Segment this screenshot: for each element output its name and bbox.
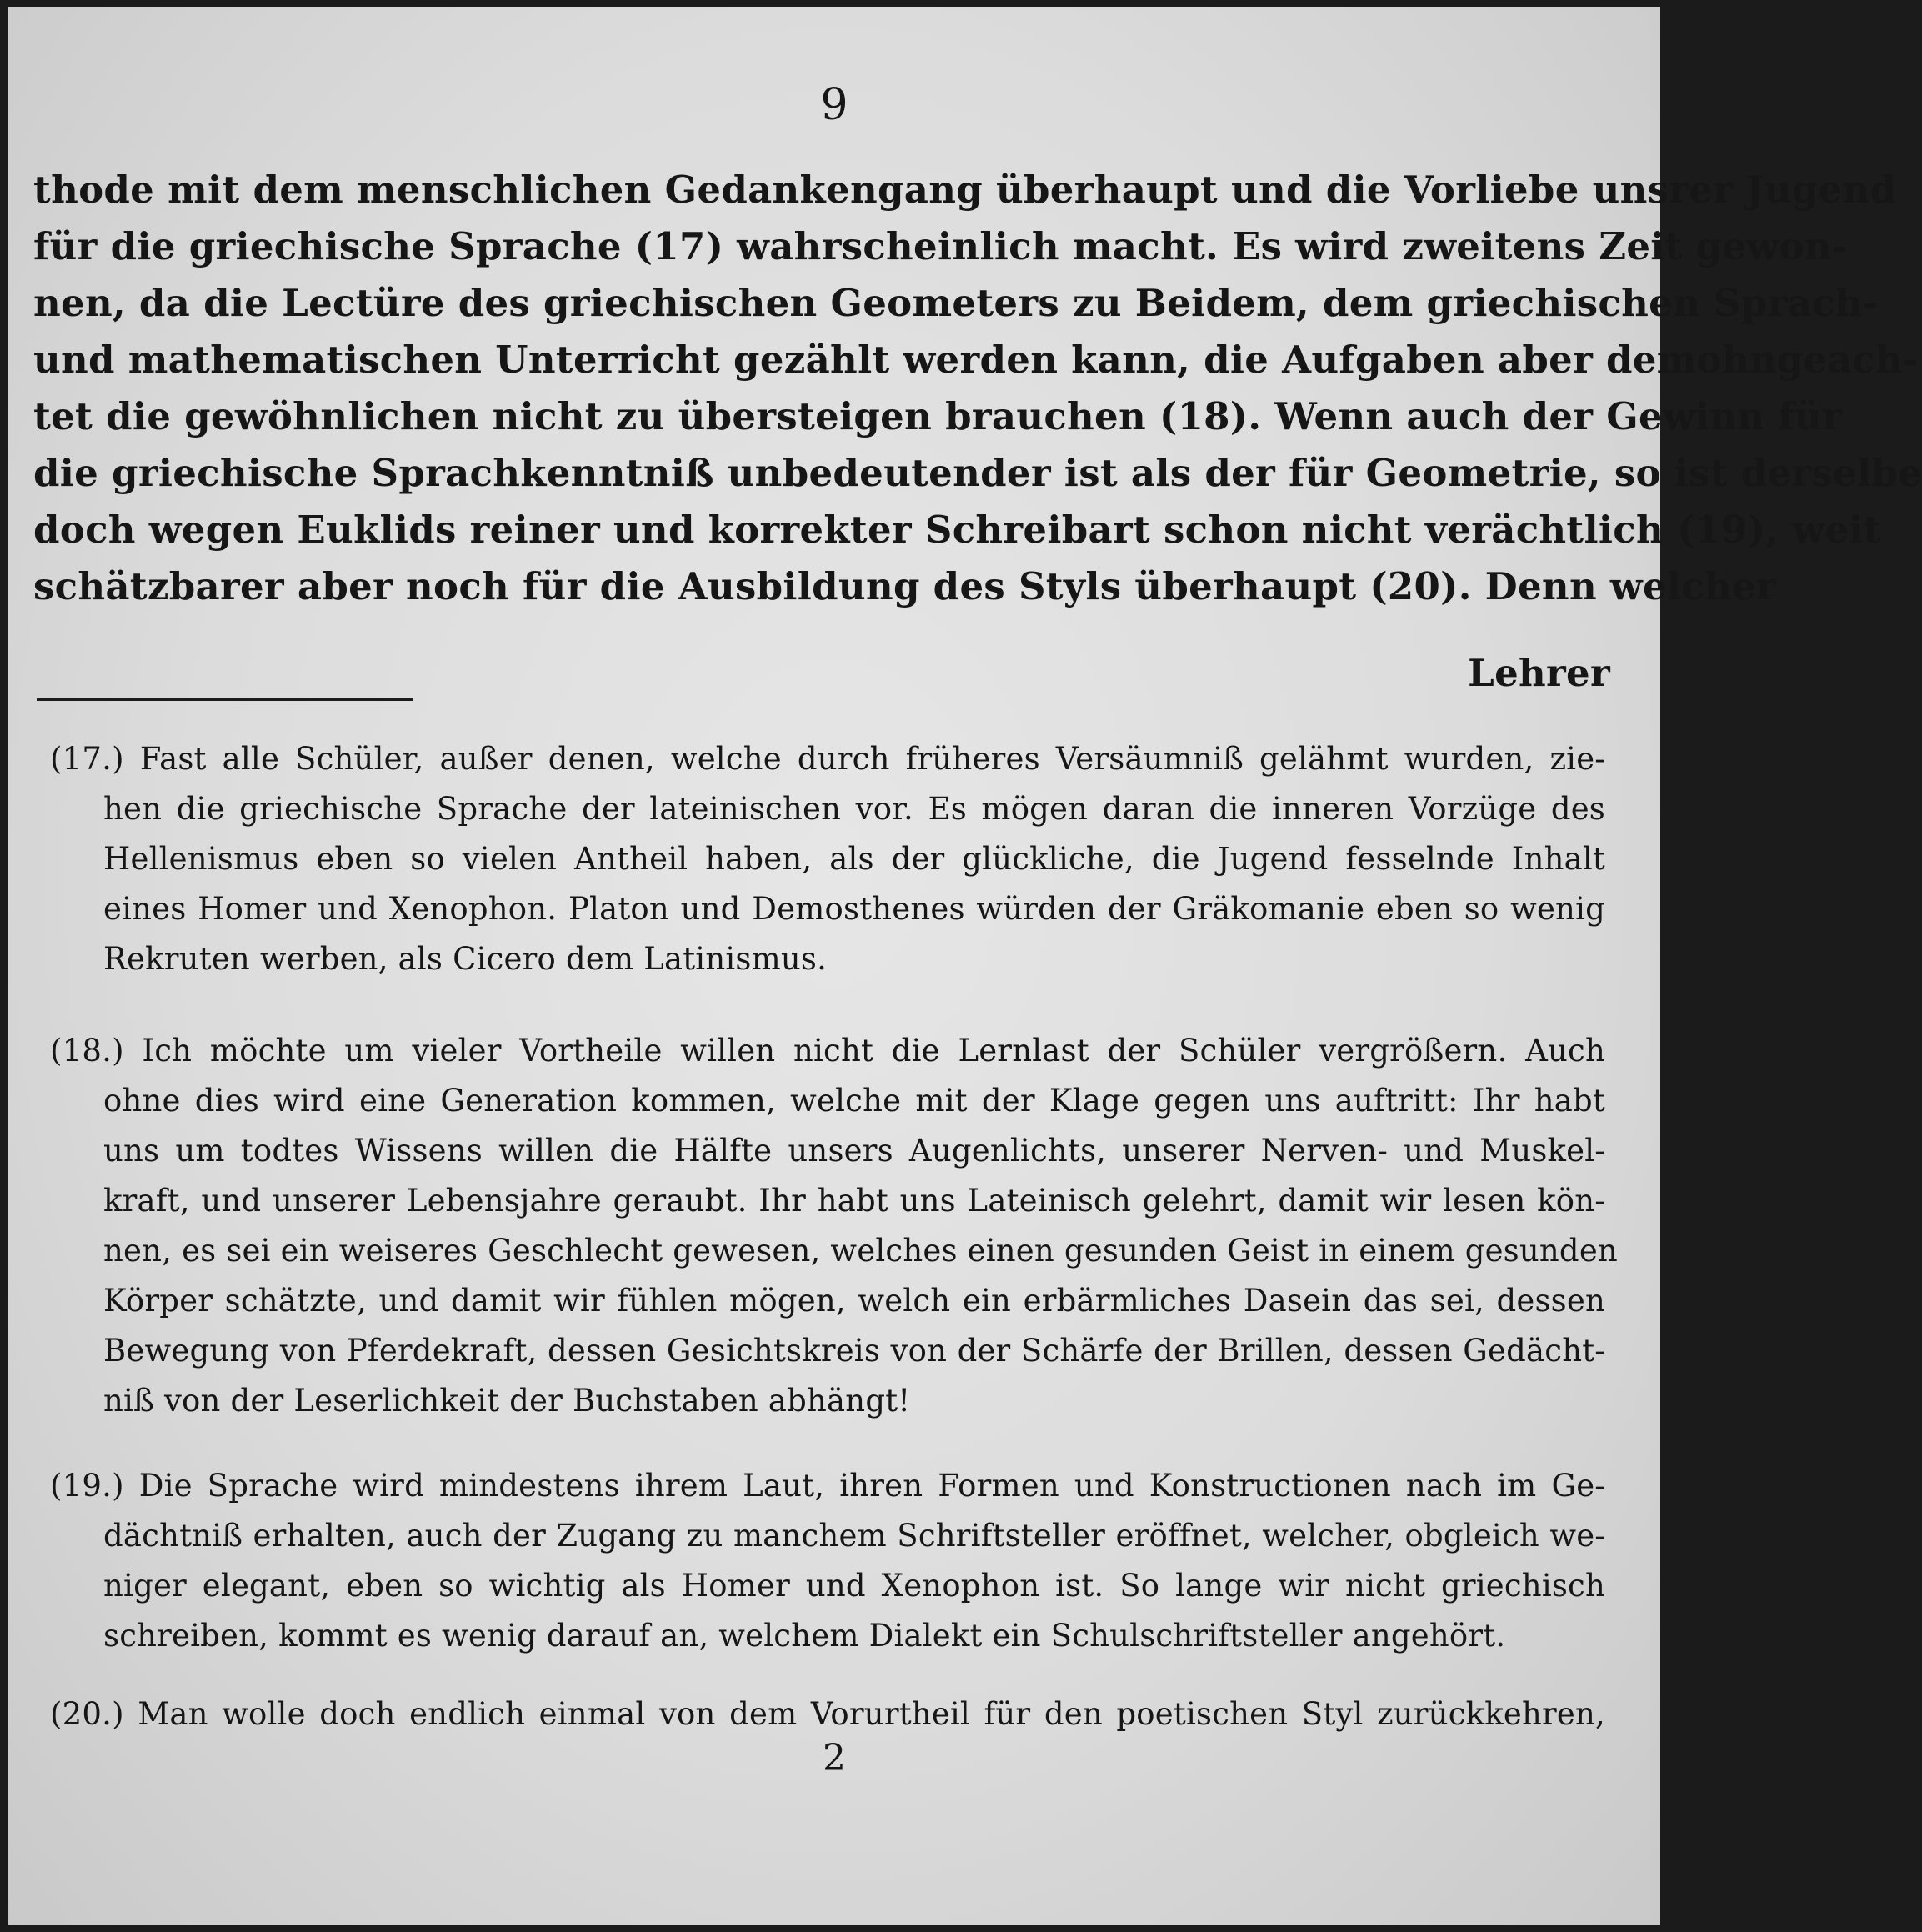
page-number: 9 <box>820 80 848 130</box>
footnote-line: eines Homer und Xenophon. Platon und Demosthenes würden der Gräkomanie eben so wenig <box>103 891 1605 927</box>
book-page <box>8 7 1922 1925</box>
footnote-label: (20.) <box>50 1696 124 1732</box>
footnote-text: Man wolle doch endlich einmal von dem Vorurtheil für den poetischen Styl zurückkehren, <box>138 1696 1605 1732</box>
footnote-line: Hellenismus eben so vielen Antheil haben, als der glückliche, die Jugend fesselnde Inhalt <box>103 841 1605 877</box>
footnote-line <box>50 1030 1605 1072</box>
footnote-line <box>50 1694 1605 1735</box>
footnote-line <box>50 1465 1605 1507</box>
main-text-line: tet die gewöhnlichen nicht zu übersteigen brauchen (18). Wenn auch der Gewinn für <box>33 394 1843 438</box>
footnote-line: kraft, und unserer Lebensjahre geraubt. Ihr habt uns Lateinisch gelehrt, damit wir lesen kön- <box>103 1183 1605 1219</box>
footnote-line: schreiben, kommt es wenig darauf an, welchem Dialekt ein Schulschriftsteller angehört. <box>103 1618 1506 1654</box>
main-text-line: die griechische Sprachkenntniß unbedeutender ist als der für Geometrie, so ist derselbe <box>33 451 1922 495</box>
footnote-text: Fast alle Schüler, außer denen, welche durch früheres Versäumniß gelähmt wurden, zie- <box>139 741 1605 777</box>
main-text-line: schätzbarer aber noch für die Ausbildung des Styls überhaupt (20). Denn welcher <box>33 564 1776 608</box>
footnote-line <box>50 738 1605 780</box>
footnote-line: dächtniß erhalten, auch der Zugang zu manchem Schriftsteller eröffnet, welcher, obgleich we- <box>103 1518 1605 1554</box>
footnote-line: niger elegant, eben so wichtig als Homer und Xenophon ist. So lange wir nicht griechisch <box>103 1568 1605 1604</box>
footnote-text: Ich möchte um vieler Vortheile willen nicht die Lernlast der Schüler vergrößern. Auch <box>142 1033 1606 1069</box>
footnote-divider <box>37 698 413 701</box>
main-text-line: thode mit dem menschlichen Gedankengang überhaupt und die Vorliebe unsrer Jugend <box>33 168 1897 212</box>
footnote-line: Körper schätzte, und damit wir fühlen mögen, welch ein erbärmliches Dasein das sei, dessen <box>103 1283 1605 1319</box>
footnote-line: hen die griechische Sprache der lateinischen vor. Es mögen daran die inneren Vorzüge des <box>103 791 1605 827</box>
footnote-label: (18.) <box>50 1033 124 1069</box>
footnote-line: ohne dies wird eine Generation kommen, welche mit der Klage gegen uns auftritt: Ihr habt <box>103 1083 1605 1119</box>
catchword: Lehrer <box>1468 651 1610 695</box>
footnote-label: (17.) <box>50 741 124 777</box>
footnote-line: Rekruten werben, als Cicero dem Latinismus. <box>103 941 828 977</box>
footnote-line: nen, es sei ein weiseres Geschlecht gewesen, welches einen gesunden Geist in einem gesunden <box>103 1233 1618 1269</box>
signature-mark: 2 <box>823 1737 846 1779</box>
main-text-line: für die griechische Sprache (17) wahrscheinlich macht. Es wird zweitens Zeit gewon- <box>33 224 1848 268</box>
main-text-line: doch wegen Euklids reiner und korrekter Schreibart schon nicht verächtlich (19), weit <box>33 508 1881 552</box>
footnote-label: (19.) <box>50 1468 124 1504</box>
main-text-line: und mathematischen Unterricht gezählt werden kann, die Aufgaben aber demohngeach- <box>33 338 1919 382</box>
footnote-line: niß von der Leserlichkeit der Buchstaben abhängt! <box>103 1383 911 1419</box>
main-text-line: nen, da die Lectüre des griechischen Geometers zu Beidem, dem griechischen Sprach- <box>33 281 1879 325</box>
footnote-line: uns um todtes Wissens willen die Hälfte unsers Augenlichts, unserer Nerven- und Muskel- <box>103 1133 1605 1169</box>
footnote-line: Bewegung von Pferdekraft, dessen Gesichtskreis von der Schärfe der Brillen, dessen Gedächt- <box>103 1333 1605 1369</box>
footnote-text: Die Sprache wird mindestens ihrem Laut, ihren Formen und Konstructionen nach im Ge- <box>138 1468 1605 1504</box>
